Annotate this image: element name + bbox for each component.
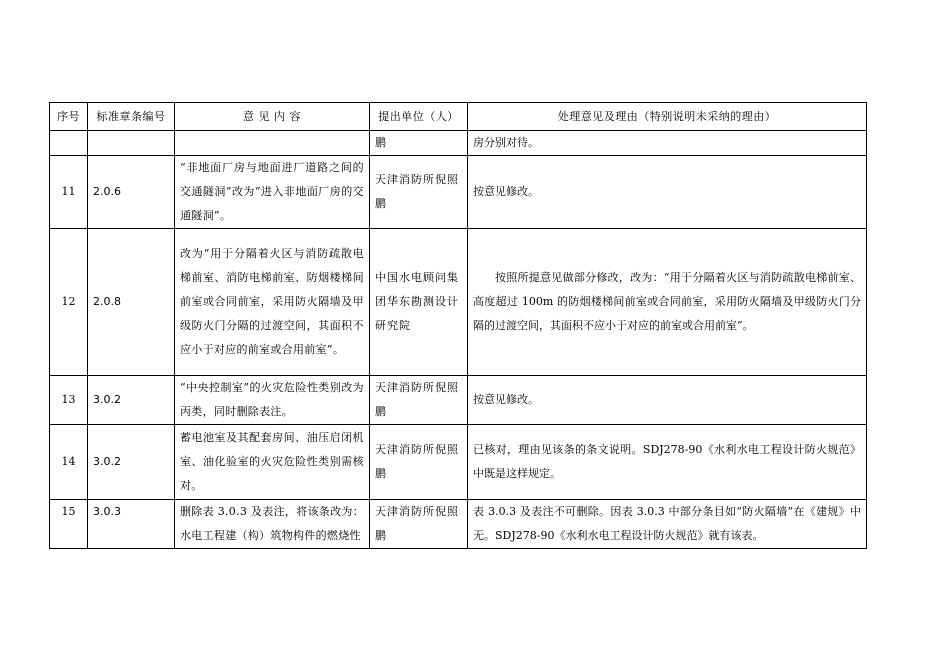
table-row [50,376,867,425]
row-result: 按意见修改。 [468,156,867,229]
row-unit: 鹏 [370,131,468,156]
header-unit: 提出单位（人） [370,103,468,131]
row-result [468,229,867,376]
row-clause: 3.0.2 [88,425,175,500]
row-seq: 11 [50,156,88,229]
table-row [50,229,867,376]
row-unit: 天津消防所倪照鹏 [370,156,468,229]
row-clause: 3.0.3 [88,500,175,549]
row-opinion: 改为“用于分隔着火区与消防疏散电梯前室、消防电梯前室、防烟楼梯间前室或合同前室，采用防火隔墙及甲级防火门分隔的过渡空间，其面积不应小于对应的前室或合用前室”。 [175,229,370,376]
row-opinion: “非地面厂房与地面进厂道路之间的交通隧洞”改为“进入非地面厂房的交通隧洞”。 [175,156,370,229]
header-result: 处理意见及理由（特别说明未采纳的理由） [468,103,867,131]
row-clause [88,131,175,156]
row-seq: 15 [50,500,88,549]
row-result: 表 3.0.3 及表注不可删除。因表 3.0.3 中部分条目如“防火隔墙”在《建规》中无。SDJ278-90《水利水电工程设计防火规范》就有该表。 [468,500,867,549]
row-result: 房分别对待。 [468,131,867,156]
row-unit: 天津消防所倪照鹏 [370,500,468,549]
row-clause: 2.0.6 [88,156,175,229]
header-row [50,103,867,131]
row-opinion: “中央控制室”的火灾危险性类别改为丙类，同时删除表注。 [175,376,370,425]
row-seq [50,131,88,156]
row-seq: 13 [50,376,88,425]
header-seq: 序号 [50,103,88,131]
row-clause: 3.0.2 [88,376,175,425]
row-clause: 2.0.8 [88,229,175,376]
table-row [50,425,867,500]
row-unit: 中国水电顾问集团华东勘测设计研究院 [370,229,468,376]
row-unit: 天津消防所倪照鹏 [370,425,468,500]
row-result: 已核对，理由见该条的条文说明。SDJ278-90《水利水电工程设计防火规范》中既是这样规定。 [468,425,867,500]
table-row [50,156,867,229]
row-unit: 天津消防所倪照鹏 [370,376,468,425]
table-row [50,131,867,156]
opinion-table [49,102,867,549]
header-clause: 标准章条编号 [88,103,175,131]
header-opinion: 意 见 内 容 [175,103,370,131]
table-row [50,500,867,549]
row-result: 按意见修改。 [468,376,867,425]
row-opinion: 蓄电池室及其配套房间、油压启闭机室、油化验室的火灾危险性类别需核对。 [175,425,370,500]
row-result-text: 按照所提意见做部分修改，改为：“用于分隔着火区与消防疏散电梯前室、高度超过 100m 的防烟楼梯间前室或合同前室，采用防火隔墙及甲级防火门分隔的过渡空间，其面积不应小于对应的前室或合用前室”。 [473,271,861,332]
row-seq: 12 [50,229,88,376]
row-opinion: 删除表 3.0.3 及表注，将该条改为：水电工程建（构）筑物构件的燃烧性 [175,500,370,549]
row-opinion [175,131,370,156]
row-seq: 14 [50,425,88,500]
